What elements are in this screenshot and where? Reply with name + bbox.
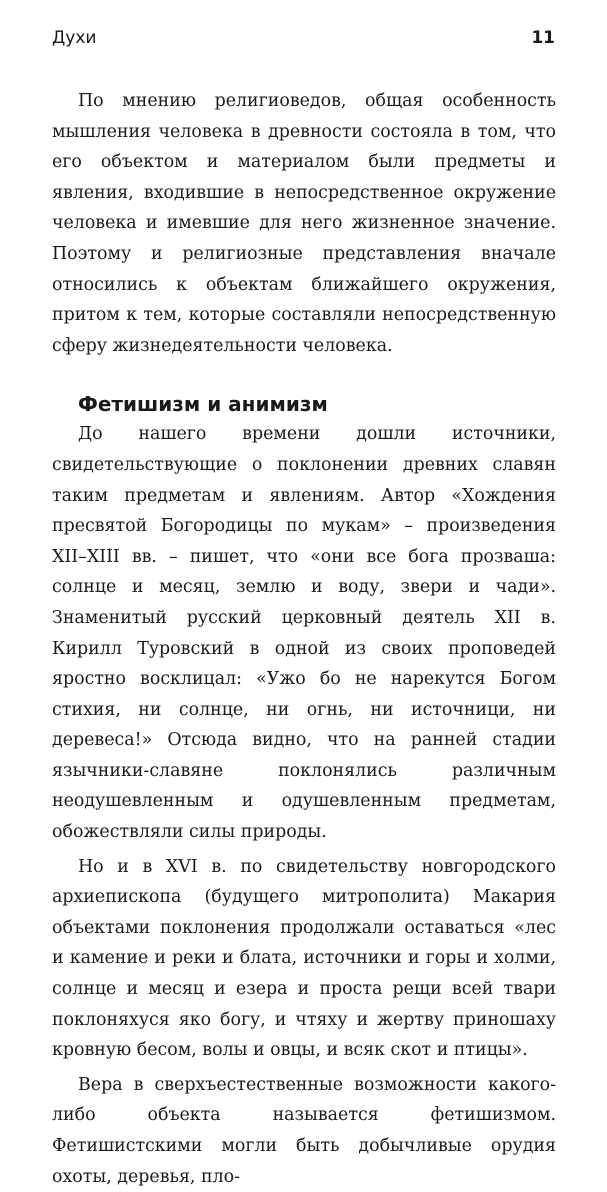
paragraph: До нашего времени дошли источники, свидетельствующие о поклонении древних славян таким предметам и явлениям. Автор «Хождения пресвятой Богородицы по мукам» – произведения XII–XIII вв. – пишет, что «они все бога прозваша: солнце и месяц, землю и воду, звери и чади». Знаменитый русский церковный деятель XII в. Кирилл Туровский в одной из своих проповедей яростно восклицал: «Ужо бо не нарекутся Богом стихия, ни солнце, ни огнь, ни источници, ни деревеса!» Отсюда видно, что на ранней стадии язычники-славяне поклонялись различным неодушевленным и одушевленным предметам, обожествляли силы природы. (52, 424, 556, 843)
running-head-title: Духи (52, 28, 97, 48)
section-heading: Фетишизм и анимизм (78, 392, 328, 417)
page-number: 11 (531, 28, 555, 48)
paragraph-intro: По мнению религиоведов, общая особенность мышления человека в древности состояла в том, что его объектом и материалом были предметы и явления, входившие в непосредственное окружение человека и имевшие для него жизненное значение. Поэтому и религиозные представления вначале относились к объектам ближайшего окружения, притом к тем, которые составляли непосредственную сферу жизнедеятельности человека. (52, 91, 556, 356)
paragraph: Но и в XVI в. по свидетельству новгородского архиепископа (будущего митрополита) Макария объектами поклонения продолжали оставаться «лес и камение и реки и блата, источники и горы и холми, солнце и месяц и езера и проста рещи всей твари поклоняхуся яко богу, и чтяху и жертву приношаху кровную бесом, волы и овцы, и всяк скот и птицы». (52, 856, 556, 1061)
body-text (52, 86, 556, 1192)
paragraph: Вера в сверхъестественные возможности какого-либо объекта называется фетишизмом. Фетишистскими могли быть добычливые орудия охоты, деревья, пло- (52, 1074, 556, 1187)
running-head (52, 28, 555, 52)
